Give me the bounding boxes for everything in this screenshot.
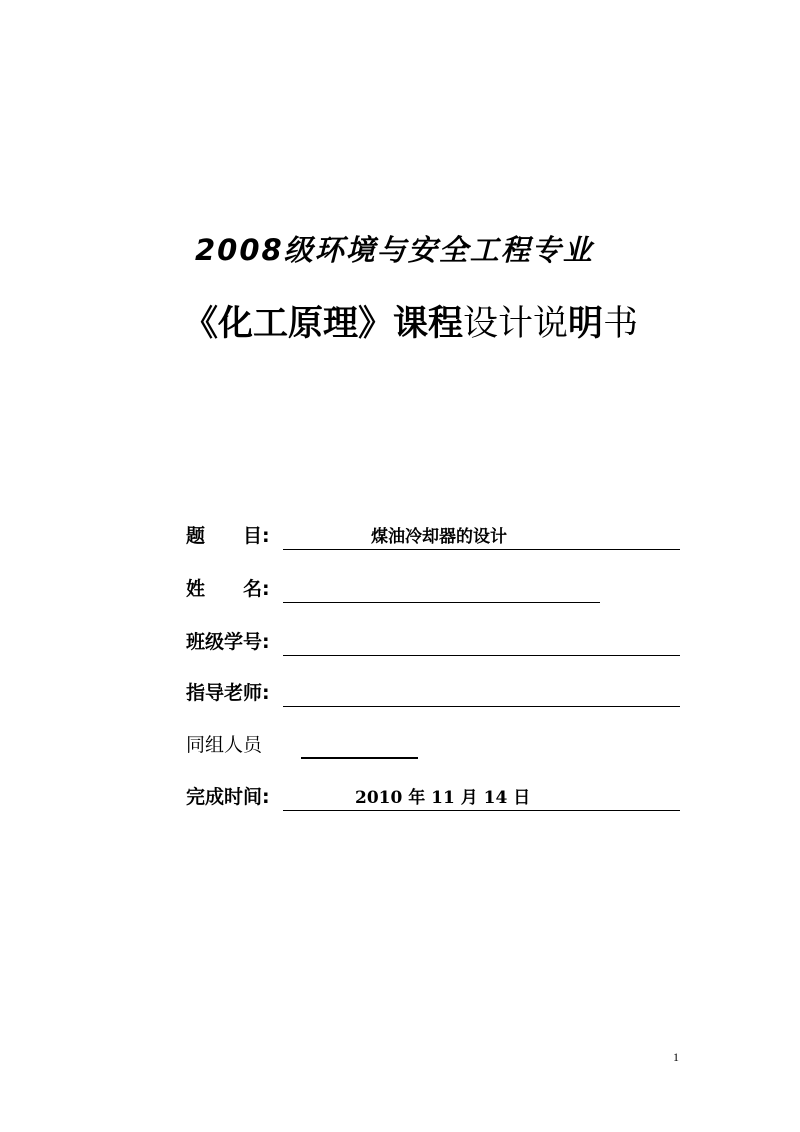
form-row-members [186, 729, 686, 759]
form-row-advisor [186, 677, 686, 707]
advisor-label: 指导老师: [186, 682, 270, 704]
form-row-date [186, 781, 686, 811]
title-part: 设计说 [463, 304, 569, 344]
name-field[interactable] [283, 578, 600, 603]
members-field[interactable] [301, 733, 418, 759]
date-label: 完成时间: [186, 786, 270, 808]
topic-field[interactable] [283, 525, 680, 550]
class-id-label: 班级学号: [186, 631, 270, 653]
title-part: 《化工原理》课 [183, 304, 429, 344]
title-part: 明 [568, 304, 604, 344]
cover-title-line1: 2008级环境与安全工程专业 [195, 233, 594, 267]
form-row-topic [186, 520, 686, 550]
date-field[interactable] [283, 786, 680, 811]
topic-value: 煤油冷却器的设计 [371, 527, 507, 547]
form-row-class-id [186, 626, 686, 656]
name-label: 姓 名: [186, 578, 270, 600]
advisor-field[interactable] [283, 682, 680, 707]
cover-title-line2 [183, 296, 638, 346]
members-label: 同组人员 [186, 734, 263, 756]
date-value: 2010 年 11 月 14 日 [355, 788, 531, 808]
title-part: 书 [603, 304, 639, 344]
title-part: 程 [428, 304, 464, 344]
form-row-name [186, 573, 686, 603]
page-number: 1 [673, 1050, 679, 1064]
class-id-field[interactable] [283, 631, 680, 656]
topic-label: 题 目: [186, 525, 270, 547]
